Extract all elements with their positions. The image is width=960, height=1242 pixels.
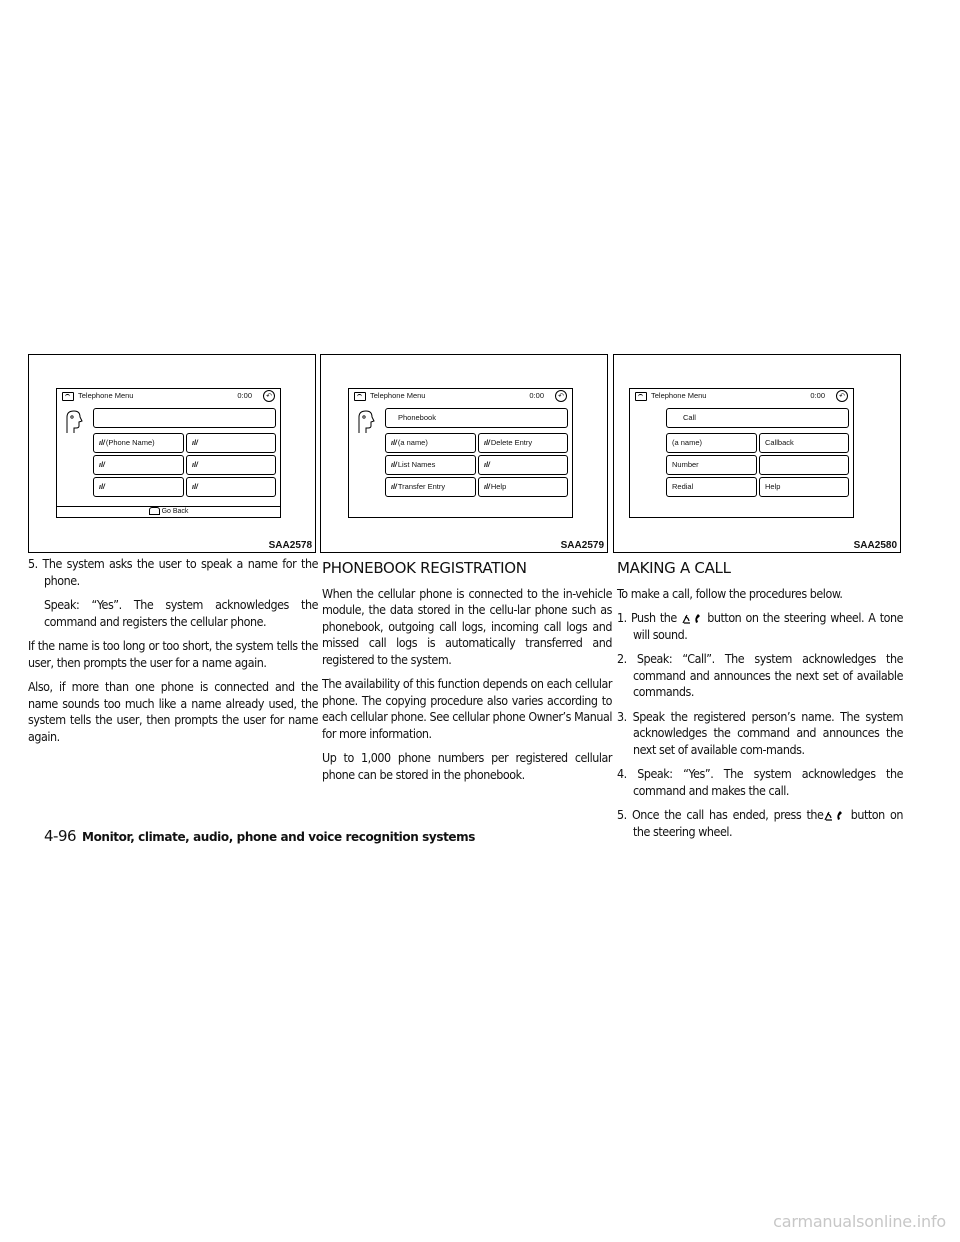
- paragraph: If the name is too long or too short, the system tells the user, then prompts the user for a name again.: [28, 638, 318, 670]
- option-button: [186, 433, 276, 453]
- screen-time: 0:00: [810, 391, 825, 400]
- option-button: ıl/Transfer Entry: [385, 477, 476, 497]
- screen-title: Telephone Menu: [370, 391, 426, 400]
- voice-icon: ıl/: [391, 462, 397, 469]
- option-button: [186, 455, 276, 475]
- figure-code: SAA2579: [560, 540, 604, 551]
- paragraph: When the cellular phone is connected to the in-vehicle module, the data stored in the cellu-lar phone such as phonebook, outgoing call logs, incoming call logs and missed call logs is automatically transferred and registered to the system.: [322, 585, 612, 667]
- speaking-head-icon: [64, 409, 86, 435]
- talk-phone-icon: [681, 612, 703, 625]
- option-button: [93, 477, 184, 497]
- telephone-menu-screen: [348, 388, 573, 518]
- voice-icon: ıl/: [99, 484, 105, 491]
- back-icon: ↶: [555, 390, 567, 402]
- step-3: 3. Speak the registered person’s name. The system acknowledges the command and announces the next set of available com-mands.: [617, 708, 903, 757]
- step-5: 5. The system asks the user to speak a name for the phone.: [28, 556, 318, 588]
- option-button: ıl/Delete Entry: [478, 433, 568, 453]
- car-icon: [149, 507, 160, 515]
- option-button: [93, 455, 184, 475]
- paragraph: Also, if more than one phone is connected and the name sounds too much like a name already used, the system tells the user, then prompts the user for name again.: [28, 679, 318, 744]
- phone-icon: [354, 392, 366, 401]
- top-field: Phonebook: [385, 408, 568, 428]
- telephone-menu-screen: [629, 388, 854, 518]
- option-button: [186, 477, 276, 497]
- voice-icon: ıl/: [99, 440, 105, 447]
- step-4: 4. Speak: “Yes”. The system acknowledges the command and makes the call.: [617, 766, 903, 798]
- go-back-bar: Go Back: [57, 506, 280, 517]
- screen-title: Telephone Menu: [78, 391, 134, 400]
- section-heading: MAKING A CALL: [617, 559, 731, 577]
- telephone-menu-screen: [56, 388, 281, 518]
- option-button: ıl/(Phone Name): [93, 433, 184, 453]
- option-button: ıl/List Names: [385, 455, 476, 475]
- figure-code: SAA2578: [268, 540, 312, 551]
- screen-title: Telephone Menu: [651, 391, 707, 400]
- phone-icon: [635, 392, 647, 401]
- option-button: Number: [666, 455, 757, 475]
- voice-icon: ıl/: [192, 484, 198, 491]
- back-icon: ↶: [263, 390, 275, 402]
- option-button: Redial: [666, 477, 757, 497]
- step-5: 5. Once the call has ended, press the button on the steering wheel.: [617, 807, 903, 839]
- option-button: (a name): [666, 433, 757, 453]
- figure-saa2580: [613, 354, 901, 553]
- screen-time: 0:00: [529, 391, 544, 400]
- option-button: [759, 455, 849, 475]
- voice-icon: ıl/: [192, 440, 198, 447]
- figure-saa2579: [320, 354, 608, 553]
- top-field: Call: [666, 408, 849, 428]
- screen-time: 0:00: [237, 391, 252, 400]
- watermark: carmanualsonline.info: [773, 1212, 946, 1231]
- step-2: 2. Speak: “Call”. The system acknowledges the command and announces the next set of available commands.: [617, 651, 903, 699]
- step-1: 1. Push the button on the steering wheel. A tone will sound.: [617, 610, 904, 642]
- voice-icon: ıl/: [484, 462, 490, 469]
- voice-icon: ıl/: [484, 440, 490, 447]
- voice-icon: ıl/: [391, 440, 397, 447]
- speaking-head-icon: [356, 409, 378, 435]
- chapter-title: Monitor, climate, audio, phone and voice recognition systems: [82, 830, 475, 844]
- option-button: ıl/(a name): [385, 433, 476, 453]
- option-button: Help: [759, 477, 849, 497]
- column-2: [322, 556, 612, 791]
- voice-icon: ıl/: [484, 484, 490, 491]
- column-3: [617, 556, 903, 848]
- intro: To make a call, follow the procedures below.: [617, 585, 843, 601]
- column-1: [28, 556, 318, 753]
- voice-icon: ıl/: [391, 484, 397, 491]
- figure-saa2578: [28, 354, 316, 553]
- step-5-sub: Speak: “Yes”. The system acknowledges the command and registers the cellular phone.: [44, 597, 318, 629]
- page-footer: [44, 826, 475, 845]
- option-button: [478, 455, 568, 475]
- section-heading: PHONEBOOK REGISTRATION: [322, 559, 527, 577]
- figure-code: SAA2580: [853, 540, 897, 551]
- option-button: Callback: [759, 433, 849, 453]
- voice-icon: ıl/: [99, 462, 105, 469]
- option-button: ıl/Help: [478, 477, 568, 497]
- talk-phone-icon: [823, 809, 845, 822]
- voice-icon: ıl/: [192, 462, 198, 469]
- phone-icon: [62, 392, 74, 401]
- back-icon: ↶: [836, 390, 848, 402]
- page-number: 4-96: [44, 827, 77, 845]
- paragraph: The availability of this function depends on each cellular phone. The copying procedure also varies according to each cellular phone. See cellular phone Owner’s Manual for more information.: [322, 676, 612, 741]
- paragraph: Up to 1,000 phone numbers per registered cellular phone can be stored in the phonebook.: [322, 750, 612, 782]
- top-field: [93, 408, 276, 428]
